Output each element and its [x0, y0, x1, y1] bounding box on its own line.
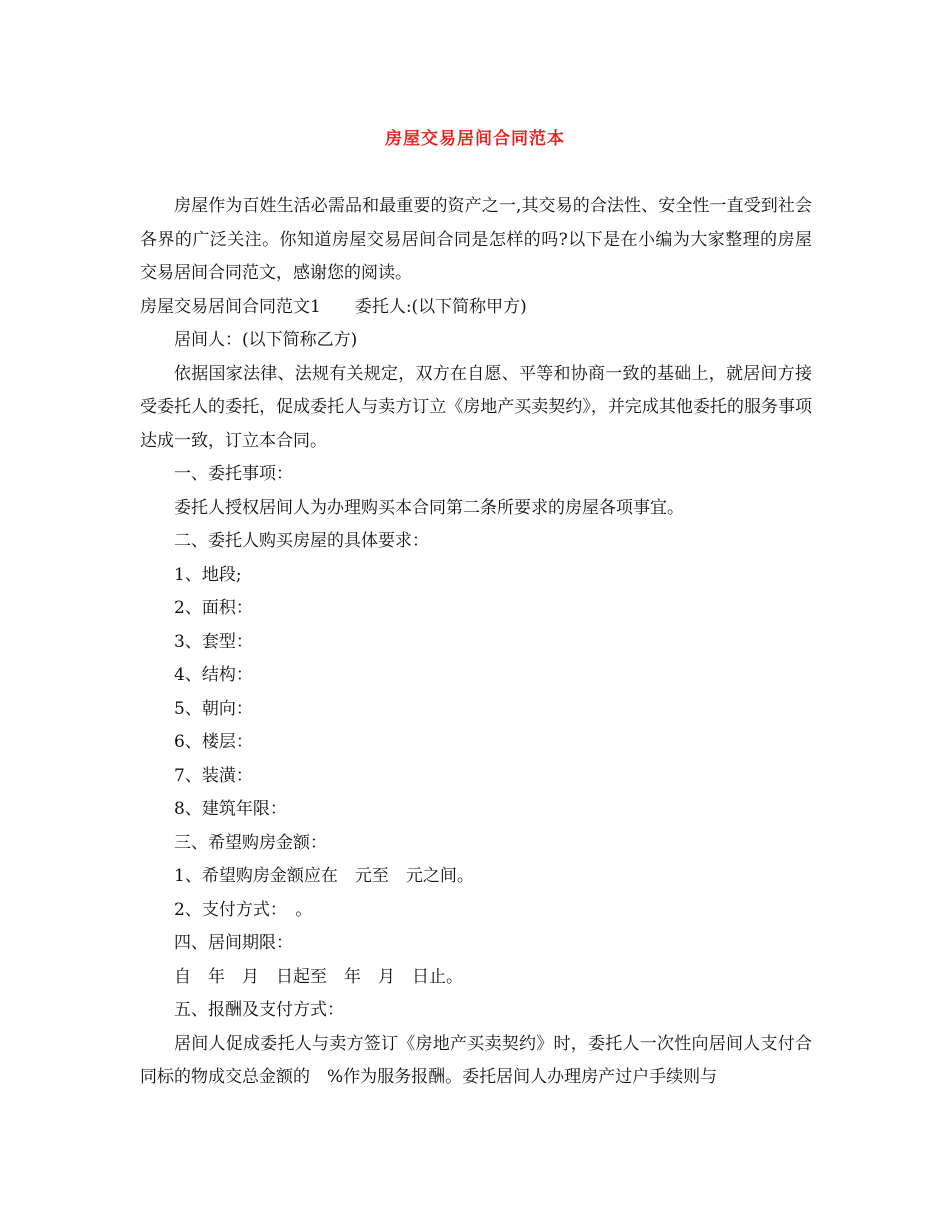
paragraph: 4、结构：	[174, 665, 253, 685]
paragraph: 依据国家法律、法规有关规定，双方在自愿、平等和协商一致的基础上，就居间方接受委托人的委托，促成委托人与卖方订立《房地产买卖契约》，并完成其他委托的服务事项达成一致，订立本合同。	[140, 363, 812, 451]
paragraph: 四、居间期限：	[174, 933, 293, 953]
paragraph: 1、希望购房金额应在 元至 元之间。	[174, 866, 474, 886]
paragraph: 一、委托事项：	[174, 464, 293, 484]
document-body	[140, 190, 812, 1095]
paragraph: 居间人：(以下简称乙方)	[174, 330, 358, 350]
paragraph: 2、支付方式： 。	[174, 899, 313, 920]
paragraph: 二、委托人购买房屋的具体要求：	[174, 531, 429, 551]
paragraph: 委托人授权居间人为办理购买本合同第二条所要求的房屋各项事宜。	[174, 497, 684, 518]
paragraph: 6、楼层：	[174, 732, 253, 752]
paragraph: 居间人促成委托人与卖方签订《房地产买卖契约》时，委托人一次性向居间人支付合同标的物成交总金额的 %作为服务报酬。委托居间人办理房产过户手续则与	[140, 1033, 812, 1087]
paragraph: 5、朝向：	[174, 698, 253, 719]
paragraph: 房屋作为百姓生活必需品和最重要的资产之一,其交易的合法性、安全性一直受到社会各界的广泛关注。你知道房屋交易居间合同是怎样的吗?以下是在小编为大家整理的房屋交易居间合同范文，感谢您的阅读。	[140, 196, 812, 283]
paragraph: 五、报酬及支付方式：	[174, 1000, 344, 1020]
paragraph: 1、地段;	[174, 564, 242, 585]
paragraph: 自 年 月 日起至 年 月 日止。	[174, 966, 463, 987]
paragraph: 7、装潢：	[174, 765, 253, 786]
paragraph: 8、建筑年限：	[174, 799, 287, 819]
document-title: 房屋交易居间合同范本	[385, 129, 565, 149]
paragraph: 三、希望购房金额：	[174, 832, 327, 853]
paragraph: 3、套型：	[174, 631, 253, 652]
paragraph: 2、面积：	[174, 598, 253, 618]
paragraph: 房屋交易居间合同范文1 委托人:(以下简称甲方)	[140, 296, 527, 317]
